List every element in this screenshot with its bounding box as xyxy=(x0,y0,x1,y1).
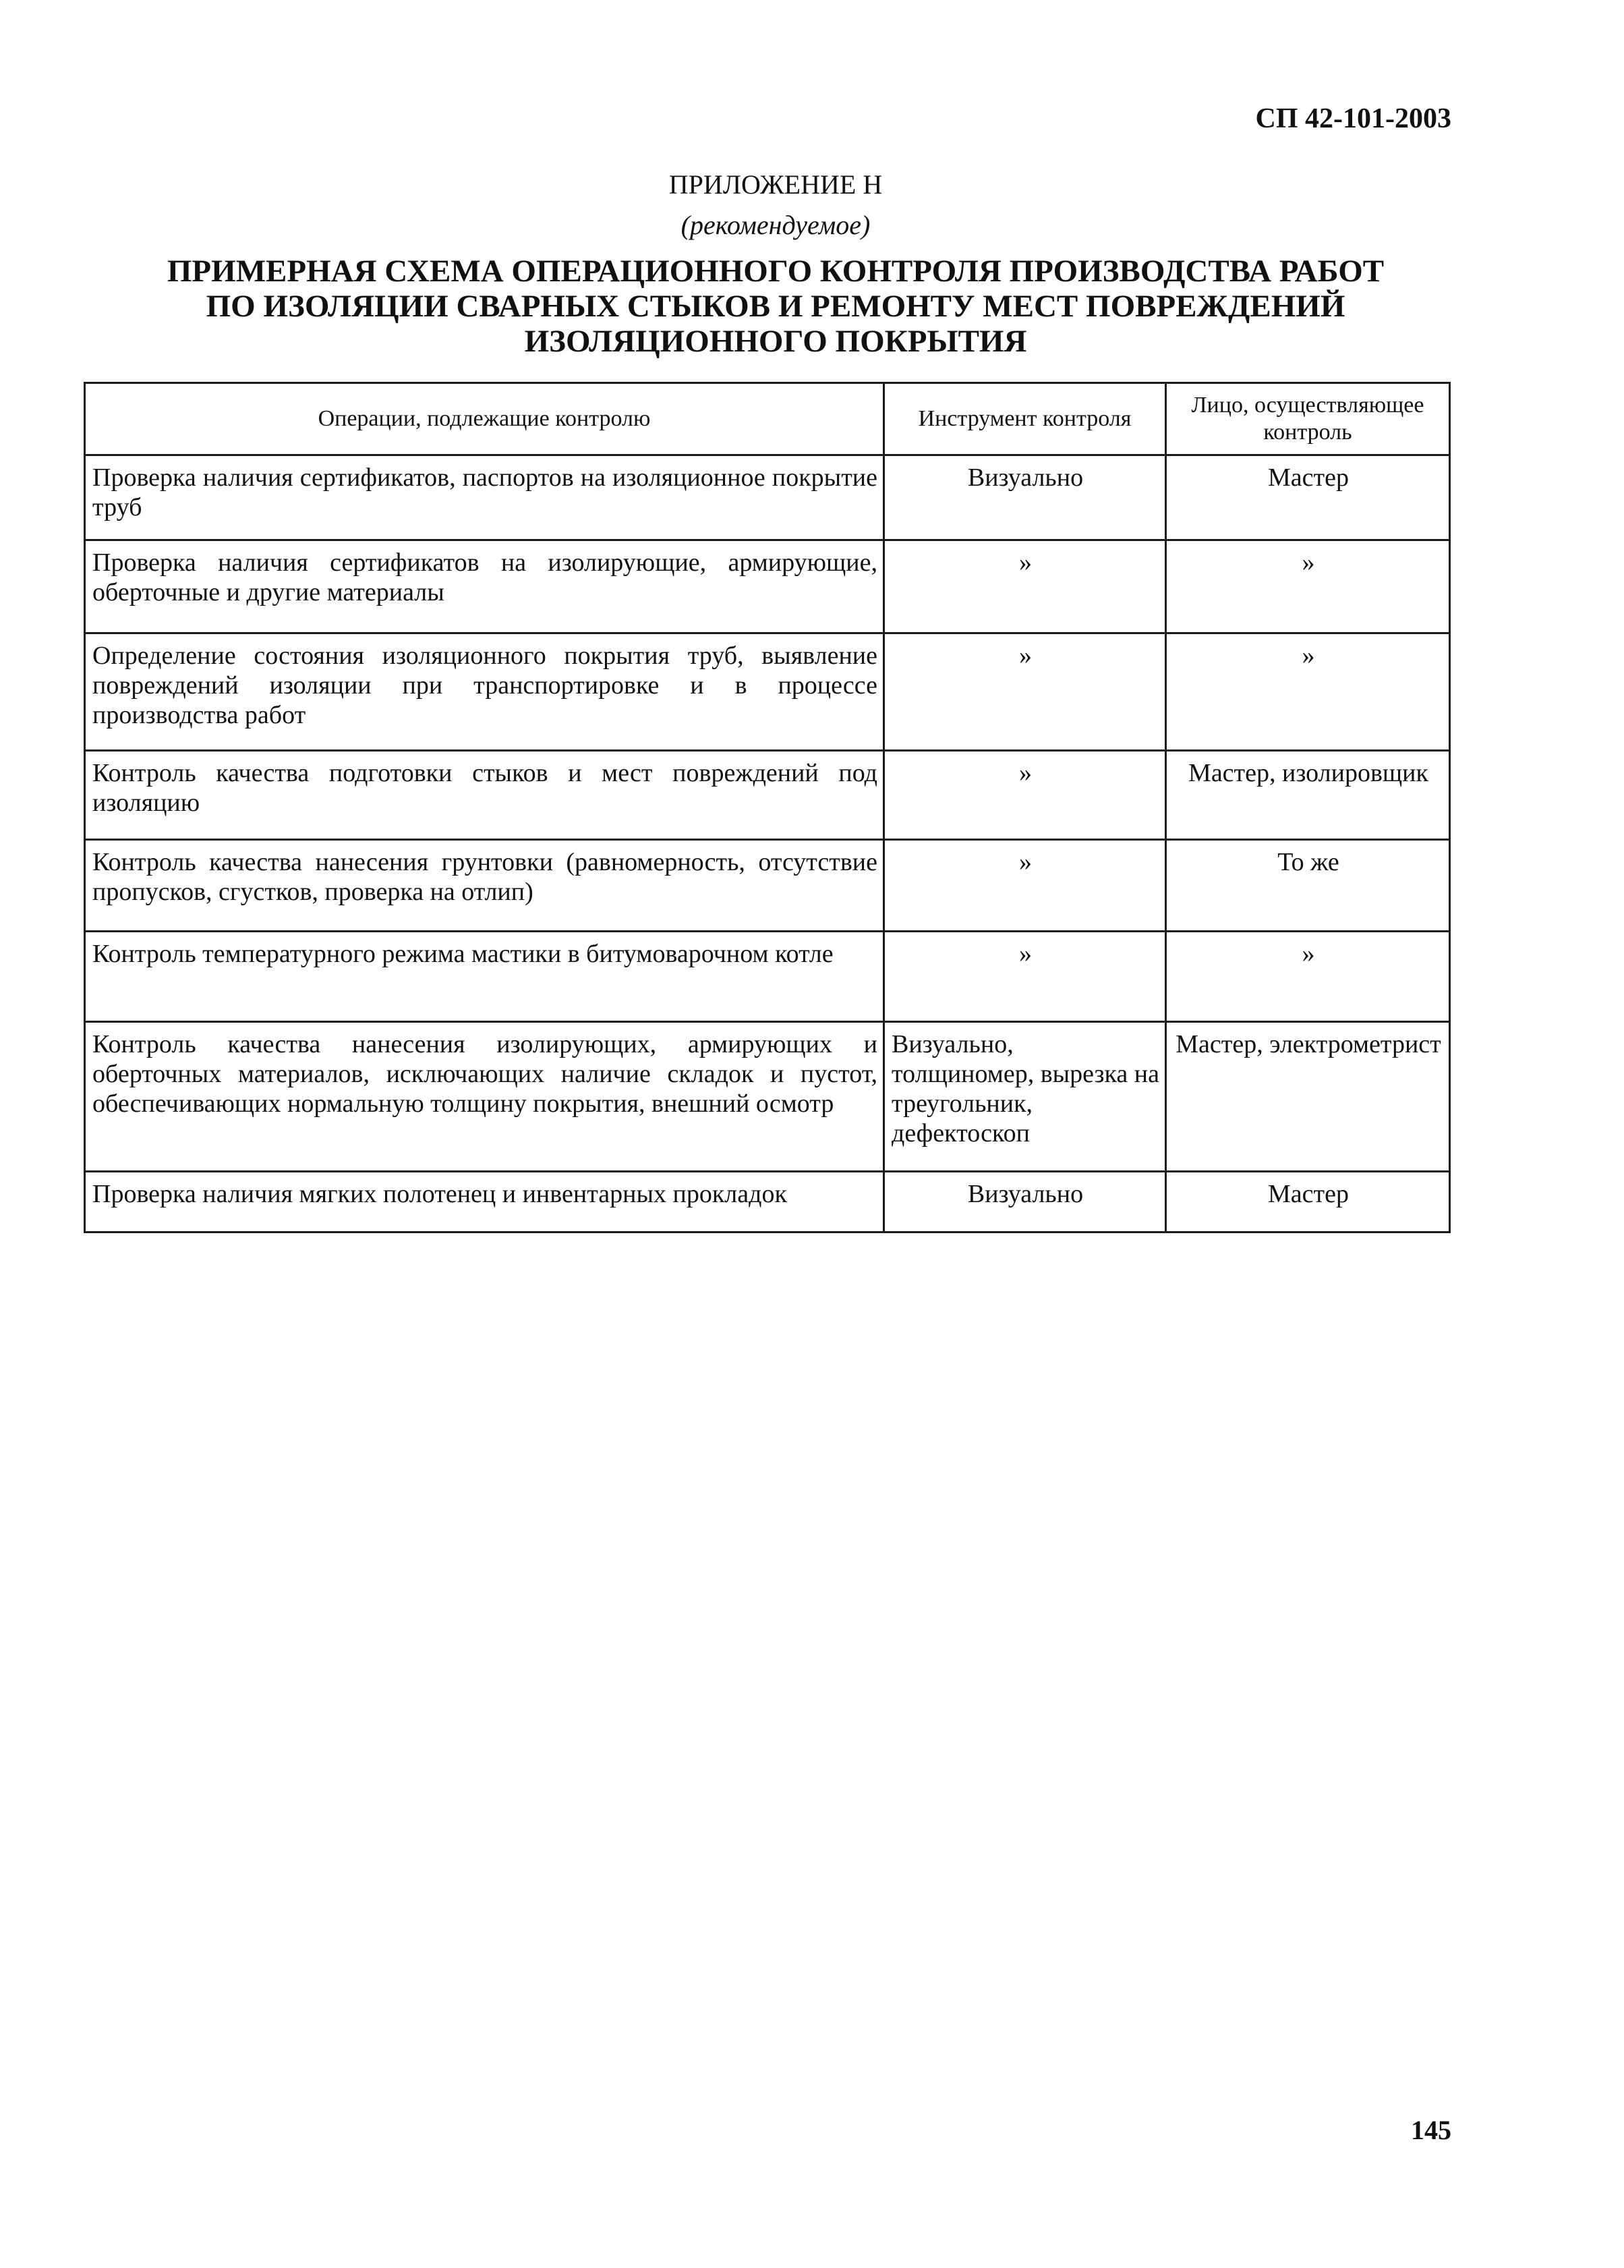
row-tool: » xyxy=(884,932,1166,1022)
main-title-line-3: ИЗОЛЯЦИОННОГО ПОКРЫТИЯ xyxy=(524,324,1027,359)
row-person: Мастер, изолировщик xyxy=(1166,751,1450,840)
row-tool: » xyxy=(884,840,1166,932)
header-operation: Операции, подлежащие контролю xyxy=(85,383,884,455)
row-operation: Контроль качества нанесения изолирующих, армирующих и оберточных материалов, исключающих наличие складок и пустот, обеспечивающих нормальную толщину покрытия, внешний осмотр xyxy=(85,1022,884,1172)
table-row xyxy=(85,633,1450,751)
document-code: СП 42-101-2003 xyxy=(1255,103,1451,134)
row-person: Мастер xyxy=(1166,455,1450,540)
control-table xyxy=(84,382,1451,1233)
table-header-row xyxy=(85,383,1450,455)
row-operation: Проверка наличия мягких полотенец и инвентарных прокладок xyxy=(85,1172,884,1232)
main-title-line-2: ПО ИЗОЛЯЦИИ СВАРНЫХ СТЫКОВ И РЕМОНТУ МЕСТ ПОВРЕЖДЕНИЙ xyxy=(206,289,1345,324)
row-tool: » xyxy=(884,751,1166,840)
header-person: Лицо, осуществляющее контроль xyxy=(1166,383,1450,455)
row-person: Мастер, электрометрист xyxy=(1166,1022,1450,1172)
row-operation: Проверка наличия сертификатов, паспортов на изоляционное покрытие труб xyxy=(85,455,884,540)
row-tool: Визуально xyxy=(884,455,1166,540)
row-operation: Контроль качества нанесения грунтовки (равномерность, отсутствие пропусков, сгустков, проверка на отлип) xyxy=(85,840,884,932)
row-operation: Контроль температурного режима мастики в битумоварочном котле xyxy=(85,932,884,1022)
table-row xyxy=(85,455,1450,540)
header-tool: Инструмент контроля xyxy=(884,383,1166,455)
appendix-status: (рекомендуемое) xyxy=(680,210,871,240)
table-row xyxy=(85,840,1450,932)
main-title xyxy=(108,254,1443,359)
row-tool: » xyxy=(884,633,1166,751)
row-operation: Определение состояния изоляционного покрытия труб, выявление повреждений изоляции при транспортировке и в процессе производства работ xyxy=(85,633,884,751)
table-row xyxy=(85,1022,1450,1172)
table-row xyxy=(85,540,1450,633)
table-row xyxy=(85,932,1450,1022)
row-operation: Контроль качества подготовки стыков и мест повреждений под изоляцию xyxy=(85,751,884,840)
row-person: » xyxy=(1166,540,1450,633)
table-row xyxy=(85,1172,1450,1232)
page-number: 145 xyxy=(1411,2115,1451,2145)
row-person: » xyxy=(1166,633,1450,751)
table-row xyxy=(85,751,1450,840)
row-tool: » xyxy=(884,540,1166,633)
row-operation: Проверка наличия сертификатов на изолирующие, армирующие, оберточные и другие материалы xyxy=(85,540,884,633)
main-title-line-1: ПРИМЕРНАЯ СХЕМА ОПЕРАЦИОННОГО КОНТРОЛЯ ПРОИЗВОДСТВА РАБОТ xyxy=(167,254,1385,289)
row-tool: Визуально, толщиномер, вырезка на треугольник, дефектоскоп xyxy=(884,1022,1166,1172)
row-person: » xyxy=(1166,932,1450,1022)
row-tool: Визуально xyxy=(884,1172,1166,1232)
row-person: То же xyxy=(1166,840,1450,932)
appendix-title: ПРИЛОЖЕНИЕ Н xyxy=(668,169,883,200)
row-person: Мастер xyxy=(1166,1172,1450,1232)
